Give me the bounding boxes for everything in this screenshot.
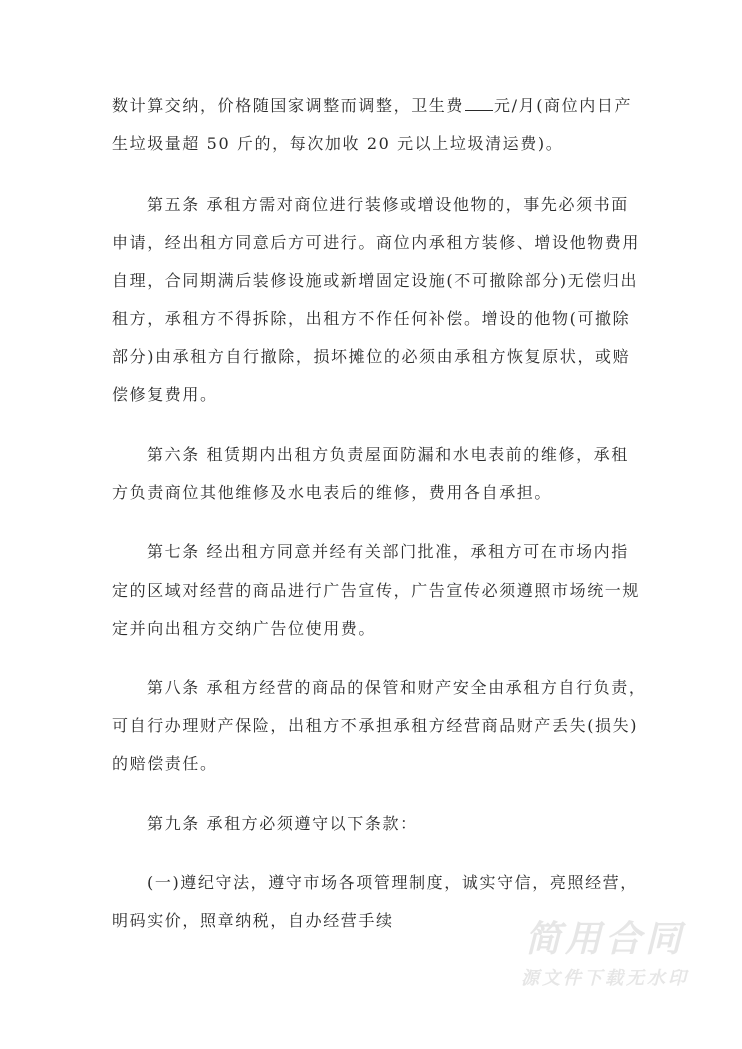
text-line: 的赔偿责任。 bbox=[112, 754, 218, 773]
text-line: 定的区域对经营的商品进行广告宣传，广告宣传必须遵照市场统一规 bbox=[112, 581, 641, 600]
text-line: 明码实价，照章纳税，自办经营手续 bbox=[112, 911, 394, 930]
text-segment: 数计算交纳，价格随国家调整而调整，卫生费 bbox=[112, 96, 465, 115]
text-line: 偿修复费用。 bbox=[112, 385, 218, 404]
text-line: 部分)由承租方自行撤除，损坏摊位的必须由承租方恢复原状，或赔 bbox=[112, 347, 631, 366]
text-line: 申请，经出租方同意后方可进行。商位内承租方装修、增设他物费用 bbox=[112, 233, 641, 252]
article-6-heading-line: 第六条 租赁期内出租方负责屋面防漏和水电表前的维修，承租 bbox=[147, 445, 629, 464]
text-line: 定并向出租方交纳广告位使用费。 bbox=[112, 619, 377, 638]
text-segment: 元/月(商位内日产 bbox=[494, 96, 633, 115]
article-7-heading-line: 第七条 经出租方同意并经有关部门批准，承租方可在市场内指 bbox=[147, 542, 629, 561]
text-line: 生垃圾量超 50 斤的，每次加收 20 元以上垃圾清运费)。 bbox=[112, 134, 564, 153]
text-line: 可自行办理财产保险，出租方不承担承租方经营商品财产丢失(损失) bbox=[112, 716, 639, 735]
text-line bbox=[112, 96, 632, 116]
watermark bbox=[505, 918, 705, 992]
article-9-heading-line: 第九条 承租方必须遵守以下条款： bbox=[147, 814, 418, 833]
text-line: 租方，承租方不得拆除，出租方不作任何补偿。增设的他物(可撤除 bbox=[112, 309, 631, 328]
article-5-heading-line: 第五条 承租方需对商位进行装修或增设他物的，事先必须书面 bbox=[147, 195, 629, 214]
list-item-line: (一)遵纪守法，遵守市场各项管理制度，诚实守信，亮照经营， bbox=[147, 873, 638, 892]
watermark-subtitle: 源文件下载无水印 bbox=[521, 968, 689, 989]
article-8-heading-line: 第八条 承租方经营的商品的保管和财产安全由承租方自行负责， bbox=[147, 678, 647, 697]
text-line: 方负责商位其他维修及水电表后的维修，费用各自承担。 bbox=[112, 483, 553, 502]
watermark-title: 简用合同 bbox=[524, 919, 685, 960]
fill-in-blank bbox=[465, 96, 493, 111]
text-line: 自理，合同期满后装修设施或新增固定设施(不可撤除部分)无偿归出 bbox=[112, 271, 639, 290]
